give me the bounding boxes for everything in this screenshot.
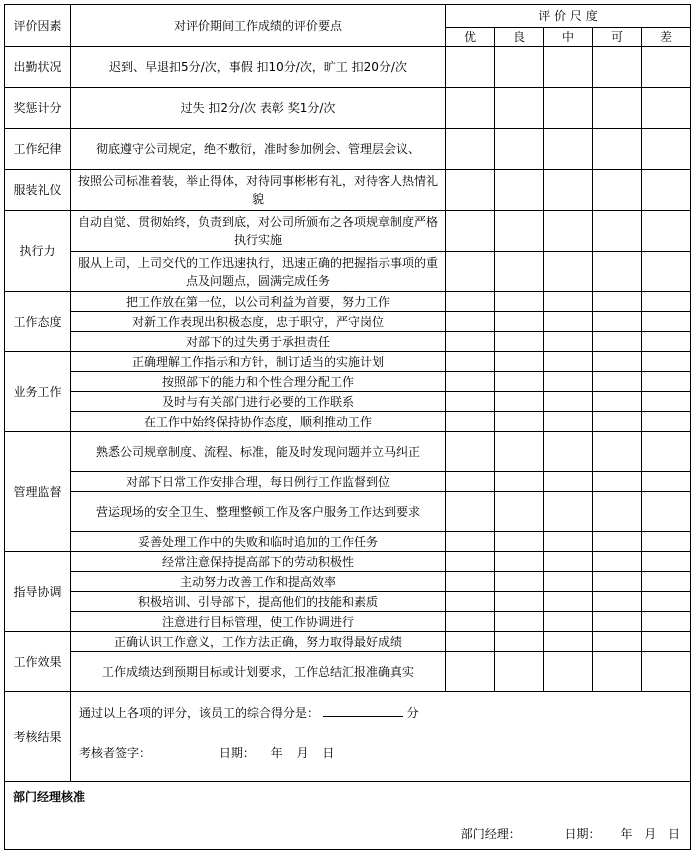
header-factor: 评价因素 [5,5,71,47]
score-blank[interactable] [323,704,403,717]
criterion-text: 正确认识工作意义，工作方法正确，努力取得最好成绩 [71,632,446,652]
score-cell-fair[interactable] [593,88,642,129]
manager-date-label: 日期： [564,827,601,841]
score-cell-fair[interactable] [593,632,642,652]
criteria-row [5,652,691,692]
score-cell-average[interactable] [544,632,593,652]
level-poor: 差 [642,28,691,47]
score-unit: 分 [406,706,419,720]
score-cell-average[interactable] [544,472,593,492]
score-cell-fair[interactable] [593,532,642,552]
criteria-row [5,612,691,632]
category-label: 服装礼仪 [5,170,71,211]
score-cell-poor[interactable] [642,632,691,652]
criterion-text: 服从上司，上司交代的工作迅速执行，迅速正确的把握指示事项的重点及问题点，圆满完成任务 [71,252,446,292]
criterion-text: 迟到、早退扣5分/次，事假 扣10分/次，旷工 扣20分/次 [71,47,446,88]
score-cell-poor[interactable] [642,572,691,592]
category-label: 工作态度 [5,292,71,352]
category-label: 指导协调 [5,552,71,632]
criterion-text: 对新工作表现出积极态度，忠于职守，严守岗位 [71,312,446,332]
score-cell-average[interactable] [544,352,593,372]
score-cell-excellent[interactable] [446,552,495,572]
criterion-text: 自动自觉、贯彻始终，负责到底，对公司所颁布之各项规章制度严格执行实施 [71,211,446,252]
criteria-row [5,292,691,312]
score-cell-fair[interactable] [593,552,642,572]
score-cell-average[interactable] [544,412,593,432]
score-cell-excellent[interactable] [446,412,495,432]
score-cell-good[interactable] [495,432,544,472]
score-cell-excellent[interactable] [446,252,495,292]
score-cell-excellent[interactable] [446,129,495,170]
manager-cell [5,782,691,850]
score-cell-fair[interactable] [593,129,642,170]
score-cell-average[interactable] [544,612,593,632]
criterion-text: 按照公司标准着装，举止得体，对待同事彬彬有礼，对待客人热情礼貌 [71,170,446,211]
score-cell-poor[interactable] [642,652,691,692]
score-cell-poor[interactable] [642,47,691,88]
score-cell-good[interactable] [495,412,544,432]
manager-footer [461,825,680,843]
score-cell-fair[interactable] [593,472,642,492]
criterion-text: 在工作中始终保持协作态度，顺利推动工作 [71,412,446,432]
score-cell-fair[interactable] [593,572,642,592]
score-cell-good[interactable] [495,652,544,692]
score-cell-excellent[interactable] [446,532,495,552]
criterion-text: 过失 扣2分/次 表彰 奖1分/次 [71,88,446,129]
score-cell-good[interactable] [495,352,544,372]
score-cell-good[interactable] [495,392,544,412]
criterion-text: 彻底遵守公司规定，绝不敷衍，准时参加例会、管理层会议、 [71,129,446,170]
criteria-row [5,472,691,492]
score-cell-fair[interactable] [593,332,642,352]
criteria-row [5,372,691,392]
score-cell-poor[interactable] [642,88,691,129]
score-cell-excellent[interactable] [446,572,495,592]
score-cell-poor[interactable] [642,129,691,170]
score-cell-good[interactable] [495,252,544,292]
criterion-text: 按照部下的能力和个性合理分配工作 [71,372,446,392]
criterion-text: 熟悉公司规章制度、流程、标准，能及时发现问题并立马纠正 [71,432,446,472]
summary-cell [71,692,691,782]
score-cell-good[interactable] [495,170,544,211]
summary-label: 考核结果 [5,692,71,782]
score-cell-good[interactable] [495,572,544,592]
score-cell-fair[interactable] [593,392,642,412]
score-cell-excellent[interactable] [446,592,495,612]
score-cell-poor[interactable] [642,252,691,292]
category-label: 出勤状况 [5,47,71,88]
score-cell-fair[interactable] [593,170,642,211]
criterion-text: 对部下的过失勇于承担责任 [71,332,446,352]
score-cell-good[interactable] [495,88,544,129]
score-cell-poor[interactable] [642,492,691,532]
score-cell-good[interactable] [495,592,544,612]
criterion-text: 营运现场的安全卫生、整理整顿工作及客户服务工作达到要求 [71,492,446,532]
score-cell-excellent[interactable] [446,211,495,252]
criterion-text: 及时与有关部门进行必要的工作联系 [71,392,446,412]
score-cell-fair[interactable] [593,372,642,392]
score-cell-excellent[interactable] [446,372,495,392]
score-cell-average[interactable] [544,552,593,572]
criteria-row [5,552,691,572]
score-cell-fair[interactable] [593,652,642,692]
criterion-text: 妥善处理工作中的失败和临时追加的工作任务 [71,532,446,552]
score-cell-excellent[interactable] [446,612,495,632]
criteria-row [5,252,691,292]
score-cell-excellent[interactable] [446,88,495,129]
score-cell-good[interactable] [495,47,544,88]
score-cell-excellent[interactable] [446,472,495,492]
score-cell-good[interactable] [495,552,544,572]
level-fair: 可 [593,28,642,47]
score-cell-average[interactable] [544,129,593,170]
evaluation-form [4,4,691,850]
score-cell-poor[interactable] [642,392,691,412]
score-cell-average[interactable] [544,492,593,532]
score-cell-fair[interactable] [593,352,642,372]
criterion-text: 主动努力改善工作和提高效率 [71,572,446,592]
score-cell-average[interactable] [544,592,593,612]
score-cell-poor[interactable] [642,612,691,632]
score-cell-fair[interactable] [593,252,642,292]
assessor-date-ymd: 年 月 日 [270,746,335,760]
criteria-row [5,432,691,472]
category-label: 工作效果 [5,632,71,692]
score-cell-poor[interactable] [642,332,691,352]
category-label: 管理监督 [5,432,71,552]
criterion-text: 经常注意保持提高部下的劳动积极性 [71,552,446,572]
score-cell-excellent[interactable] [446,312,495,332]
criteria-row [5,392,691,412]
criteria-row [5,129,691,170]
assessor-signature-label: 考核者签字： [79,746,152,760]
score-cell-excellent[interactable] [446,652,495,692]
criterion-text: 正确理解工作指示和方针，制订适当的实施计划 [71,352,446,372]
criteria-row [5,592,691,612]
category-label: 工作纪律 [5,129,71,170]
score-cell-good[interactable] [495,472,544,492]
category-label: 执行力 [5,211,71,292]
score-cell-excellent[interactable] [446,352,495,372]
manager-date-ymd: 年 月 日 [620,827,681,841]
score-cell-poor[interactable] [642,352,691,372]
score-cell-good[interactable] [495,129,544,170]
criteria-row [5,352,691,372]
score-cell-poor[interactable] [642,472,691,492]
manager-row [5,782,691,850]
criteria-row [5,211,691,252]
criteria-row [5,170,691,211]
score-cell-poor[interactable] [642,170,691,211]
score-cell-good[interactable] [495,292,544,312]
score-cell-poor[interactable] [642,372,691,392]
score-cell-good[interactable] [495,632,544,652]
score-cell-average[interactable] [544,211,593,252]
score-cell-average[interactable] [544,392,593,412]
level-excellent: 优 [446,28,495,47]
score-cell-good[interactable] [495,532,544,552]
criterion-text: 注意进行目标管理，使工作协调进行 [71,612,446,632]
score-cell-average[interactable] [544,372,593,392]
criterion-text: 工作成绩达到预期目标或计划要求，工作总结汇报准确真实 [71,652,446,692]
score-cell-poor[interactable] [642,432,691,472]
score-cell-poor[interactable] [642,292,691,312]
score-cell-average[interactable] [544,572,593,592]
score-cell-excellent[interactable] [446,170,495,211]
score-cell-average[interactable] [544,432,593,472]
score-cell-fair[interactable] [593,412,642,432]
score-cell-fair[interactable] [593,612,642,632]
criterion-text: 对部下日常工作安排合理，每日例行工作监督到位 [71,472,446,492]
score-cell-excellent[interactable] [446,492,495,532]
score-cell-fair[interactable] [593,312,642,332]
criterion-text: 积极培训、引导部下，提高他们的技能和素质 [71,592,446,612]
form-body [5,5,691,692]
criteria-row [5,312,691,332]
score-cell-excellent[interactable] [446,47,495,88]
score-cell-good[interactable] [495,332,544,352]
score-cell-average[interactable] [544,532,593,552]
criteria-row [5,492,691,532]
score-text: 通过以上各项的评分，该员工的综合得分是： [79,706,320,720]
summary-row [5,692,691,782]
assessor-date-label: 日期： [218,746,255,760]
manager-signature-label: 部门经理： [460,827,521,841]
score-cell-fair[interactable] [593,292,642,312]
header-points: 对评价期间工作成绩的评价要点 [71,5,446,47]
score-cell-average[interactable] [544,170,593,211]
score-cell-average[interactable] [544,292,593,312]
score-cell-average[interactable] [544,332,593,352]
footer-body [5,692,691,850]
score-cell-excellent[interactable] [446,332,495,352]
score-cell-fair[interactable] [593,432,642,472]
score-cell-excellent[interactable] [446,432,495,472]
score-cell-poor[interactable] [642,412,691,432]
manager-approval-title: 部门经理核准 [13,790,86,804]
score-cell-poor[interactable] [642,312,691,332]
score-cell-poor[interactable] [642,592,691,612]
score-cell-average[interactable] [544,312,593,332]
score-cell-fair[interactable] [593,492,642,532]
score-cell-fair[interactable] [593,211,642,252]
score-cell-good[interactable] [495,211,544,252]
criteria-row [5,332,691,352]
score-cell-average[interactable] [544,88,593,129]
level-average: 中 [544,28,593,47]
criterion-text: 把工作放在第一位，以公司利益为首要，努力工作 [71,292,446,312]
score-cell-fair[interactable] [593,592,642,612]
score-cell-good[interactable] [495,312,544,332]
score-cell-average[interactable] [544,652,593,692]
score-cell-poor[interactable] [642,211,691,252]
score-cell-excellent[interactable] [446,292,495,312]
score-cell-poor[interactable] [642,552,691,572]
score-cell-good[interactable] [495,492,544,532]
score-cell-average[interactable] [544,47,593,88]
criteria-row [5,532,691,552]
header-scale: 评 价 尺 度 [446,5,691,28]
score-cell-good[interactable] [495,372,544,392]
criteria-row [5,47,691,88]
score-cell-excellent[interactable] [446,632,495,652]
criteria-row [5,632,691,652]
criteria-row [5,88,691,129]
score-cell-good[interactable] [495,612,544,632]
score-cell-average[interactable] [544,252,593,292]
criteria-row [5,412,691,432]
score-cell-excellent[interactable] [446,392,495,412]
score-cell-poor[interactable] [642,532,691,552]
header-row [5,5,691,28]
category-label: 业务工作 [5,352,71,432]
category-label: 奖惩计分 [5,88,71,129]
level-good: 良 [495,28,544,47]
score-cell-fair[interactable] [593,47,642,88]
criteria-row [5,572,691,592]
